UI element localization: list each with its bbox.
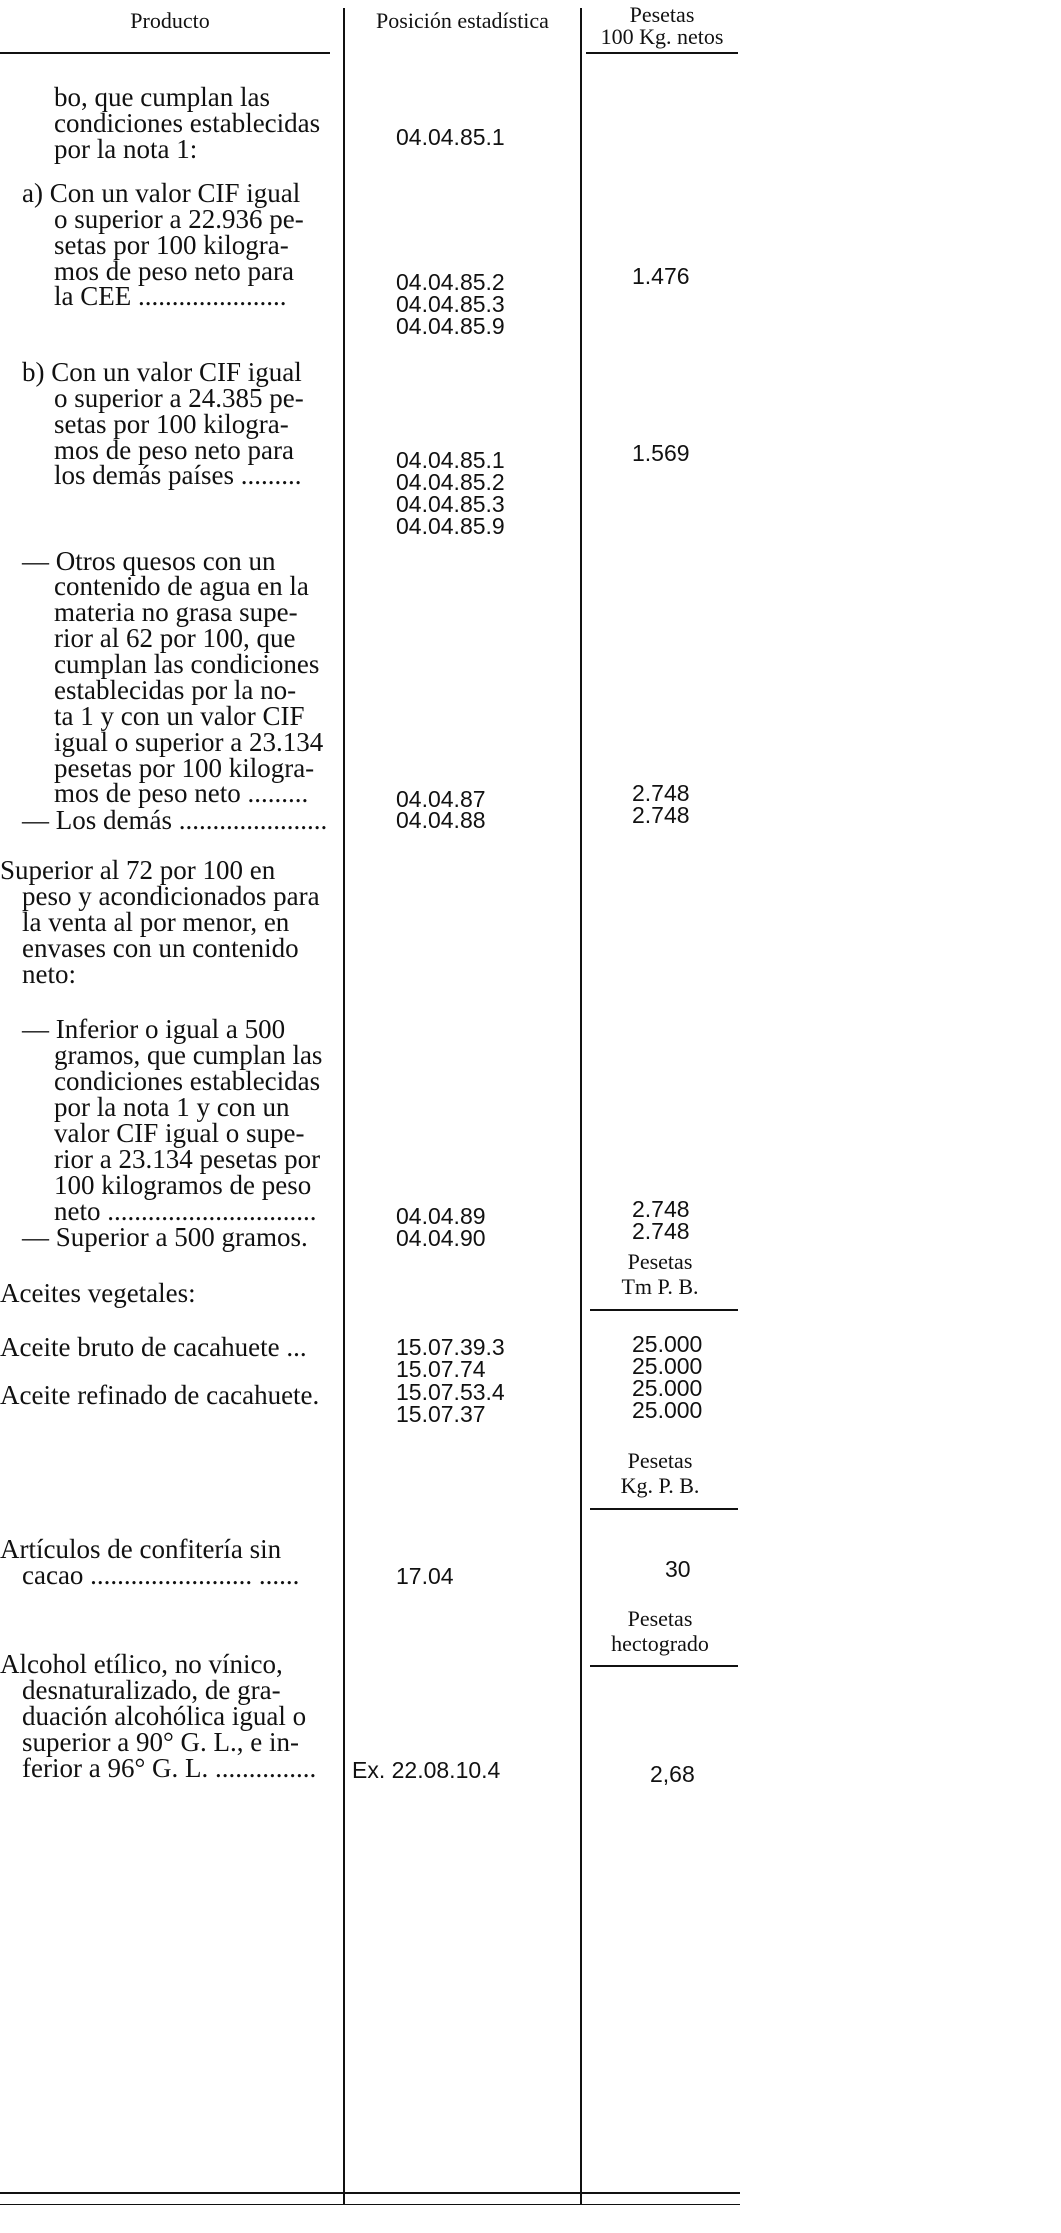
aceite-position-2: 15.07.74	[396, 1356, 486, 1382]
aceite-position-1: 15.07.39.3	[396, 1334, 505, 1360]
row-intro-line1: bo, que cumplan las	[54, 82, 270, 112]
b-position-4: 04.04.85.9	[396, 513, 505, 539]
sup500-position: 04.04.90	[396, 1225, 486, 1251]
unit-kg-line1: Pesetas	[627, 1448, 693, 1473]
alcohol-value: 2,68	[650, 1761, 695, 1787]
row-otros-line3: materia no grasa supe-	[54, 597, 298, 627]
inferior-value: 2.748	[632, 1196, 690, 1222]
row-alcohol-line4: superior a 90° G. L., e in-	[22, 1727, 299, 1757]
row-otros-line4: rior al 62 por 100, que	[54, 623, 296, 653]
row-confiteria-line2: cacao ........................ ......	[22, 1560, 300, 1590]
header-posicion: Posición estadística	[376, 8, 549, 33]
row-otros-line1: — Otros quesos con un	[22, 546, 276, 576]
row-demas: — Los demás ......................	[22, 805, 328, 835]
unit-tm-pb	[560, 1249, 760, 1299]
intro-position: 04.04.85.1	[396, 124, 505, 150]
unit-kg-line2: Kg. P. B.	[620, 1473, 700, 1498]
confiteria-value: 30	[665, 1556, 691, 1582]
row-inferior-line6: rior a 23.134 pesetas por	[54, 1144, 321, 1174]
row-inferior-line1: — Inferior o igual a 500	[22, 1014, 286, 1044]
b-position-3: 04.04.85.3	[396, 491, 505, 517]
row-otros-line7: ta 1 y con un valor CIF	[54, 701, 305, 731]
a-value: 1.476	[632, 263, 690, 289]
header-producto: Producto	[130, 8, 210, 33]
row-b-line5: los demás países .........	[54, 460, 302, 490]
aceite-value-1: 25.000	[632, 1331, 703, 1357]
header-rule-right	[586, 52, 738, 54]
row-otros-line2: contenido de agua en la	[54, 571, 309, 601]
header-rule-left	[0, 52, 330, 54]
b-value: 1.569	[632, 440, 690, 466]
row-aceites: Aceites vegetales:	[0, 1278, 196, 1308]
unit-hectogrado	[560, 1606, 760, 1656]
header-pesetas	[582, 4, 742, 48]
header-pesetas-line2: 100 Kg. netos	[600, 24, 724, 49]
column-rule-1	[343, 8, 345, 2204]
bottom-rule-2	[0, 2204, 740, 2205]
aceite-position-4: 15.07.37	[396, 1401, 486, 1427]
row-aceite-refinado: Aceite refinado de cacahuete.	[0, 1380, 320, 1410]
unit-kg-rule	[590, 1508, 738, 1510]
row-inferior-line4: por la nota 1 y con un	[54, 1092, 290, 1122]
row-inferior-line2: gramos, que cumplan las	[54, 1040, 323, 1070]
unit-hecto-rule	[590, 1665, 738, 1667]
row-a-line2: o superior a 22.936 pe-	[54, 204, 304, 234]
b-position-1: 04.04.85.1	[396, 447, 505, 473]
row-alcohol-line3: duación alcohólica igual o	[22, 1701, 307, 1731]
row-a-line5: la CEE ......................	[54, 281, 287, 311]
row-otros-line5: cumplan las condiciones	[54, 649, 320, 679]
row-aceite-bruto: Aceite bruto de cacahuete ...	[0, 1332, 307, 1362]
row-superior-line3: la venta al por menor, en	[22, 907, 290, 937]
a-position-3: 04.04.85.9	[396, 313, 505, 339]
otros-position: 04.04.87	[396, 786, 486, 812]
aceite-value-2: 25.000	[632, 1353, 703, 1379]
row-inferior-line5: valor CIF igual o supe-	[54, 1118, 305, 1148]
row-a-line1: a) Con un valor CIF igual	[22, 178, 301, 208]
b-position-2: 04.04.85.2	[396, 469, 505, 495]
sup500-value: 2.748	[632, 1218, 690, 1244]
a-position-1: 04.04.85.2	[396, 269, 505, 295]
unit-tm-rule	[590, 1309, 738, 1311]
inferior-position: 04.04.89	[396, 1203, 486, 1229]
row-otros-line9: pesetas por 100 kilogra-	[54, 753, 315, 783]
demas-value: 2.748	[632, 802, 690, 828]
unit-hecto-line1: Pesetas	[627, 1606, 693, 1631]
row-alcohol-line1: Alcohol etílico, no vínico,	[0, 1649, 283, 1679]
unit-kg-pb	[560, 1448, 760, 1498]
header-pesetas-line1: Pesetas	[629, 2, 695, 27]
row-b-line3: setas por 100 kilogra-	[54, 409, 289, 439]
demas-position: 04.04.88	[396, 807, 486, 833]
row-intro-line2: condiciones establecidas	[54, 108, 321, 138]
row-alcohol-line2: desnaturalizado, de gra-	[22, 1675, 281, 1705]
alcohol-position: Ex. 22.08.10.4	[352, 1757, 501, 1783]
row-otros-line6: establecidas por la no-	[54, 675, 297, 705]
row-inferior-line7: 100 kilogramos de peso	[54, 1170, 312, 1200]
column-rule-2	[580, 8, 582, 2204]
bottom-rule-1	[0, 2192, 740, 2194]
row-superior-line2: peso y acondicionados para	[22, 881, 320, 911]
row-inferior-line8: neto ...............................	[54, 1196, 317, 1226]
aceite-value-3: 25.000	[632, 1375, 703, 1401]
row-b-line1: b) Con un valor CIF igual	[22, 357, 302, 387]
unit-tm-line2: Tm P. B.	[621, 1274, 699, 1299]
a-position-2: 04.04.85.3	[396, 291, 505, 317]
aceite-position-3: 15.07.53.4	[396, 1379, 505, 1405]
row-superior-line5: neto:	[22, 959, 76, 989]
unit-hecto-line2: hectogrado	[611, 1631, 709, 1656]
otros-value: 2.748	[632, 780, 690, 806]
row-b-line2: o superior a 24.385 pe-	[54, 383, 304, 413]
aceite-value-4: 25.000	[632, 1397, 703, 1423]
row-otros-line10: mos de peso neto .........	[54, 778, 309, 808]
row-alcohol-line5: ferior a 96° G. L. ...............	[22, 1753, 317, 1783]
row-sup500: — Superior a 500 gramos.	[22, 1222, 308, 1252]
confiteria-position: 17.04	[396, 1563, 454, 1589]
row-otros-line8: igual o superior a 23.134	[54, 727, 324, 757]
row-superior-line1: Superior al 72 por 100 en	[0, 855, 276, 885]
unit-tm-line1: Pesetas	[627, 1249, 693, 1274]
row-superior-line4: envases con un contenido	[22, 933, 299, 963]
row-inferior-line3: condiciones establecidas	[54, 1066, 321, 1096]
row-intro-line3: por la nota 1:	[54, 134, 198, 164]
row-b-line4: mos de peso neto para	[54, 435, 294, 465]
row-a-line3: setas por 100 kilogra-	[54, 230, 289, 260]
row-a-line4: mos de peso neto para	[54, 256, 294, 286]
row-confiteria-line1: Artículos de confitería sin	[0, 1534, 282, 1564]
